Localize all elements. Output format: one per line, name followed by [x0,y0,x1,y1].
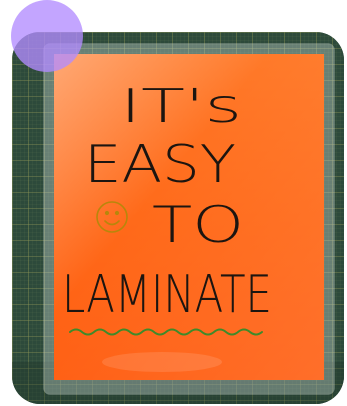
sign-line-1: IT's [120,79,242,133]
accent-circle [11,0,83,72]
laminated-sign-photo [12,32,344,404]
sign-line-4: LAMINATE [62,265,272,325]
photo-frame [12,32,344,404]
sign-line-2: EASY [84,135,236,195]
sign-line-3: TO [152,196,244,254]
